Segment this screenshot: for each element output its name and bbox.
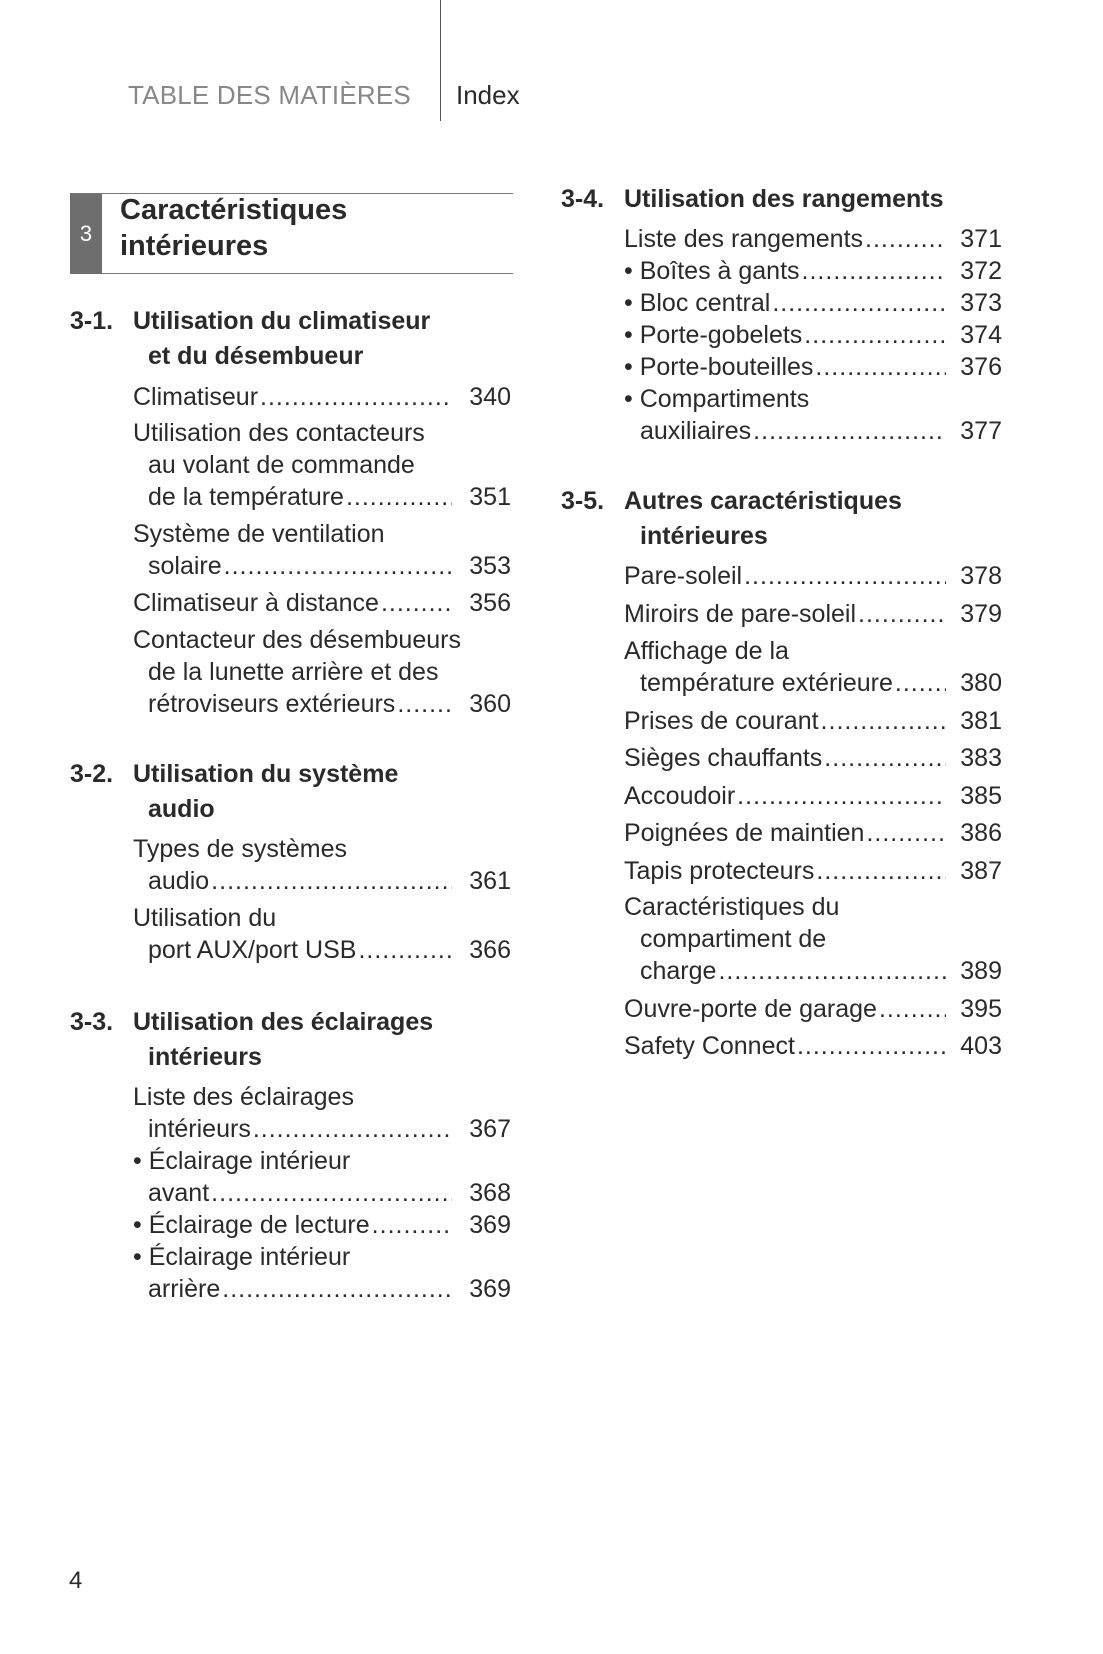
page-number: 4 (69, 1567, 83, 1594)
dot-leader (895, 667, 946, 699)
dot-leader (260, 381, 452, 413)
toc-entry-label: Safety Connect (624, 1032, 795, 1060)
dot-leader (753, 415, 946, 447)
dot-leader (858, 598, 946, 630)
toc-entry-label-cont: auxiliaires (640, 417, 752, 445)
toc-entry-label[interactable]: Affichage de la (624, 637, 789, 665)
toc-entry-label: Poignées de maintien (624, 819, 865, 847)
index-tab[interactable]: Index (456, 80, 520, 110)
toc-entry-label: Sièges chauffants (624, 744, 823, 772)
dot-leader (346, 481, 452, 513)
toc-page-number[interactable]: 367 (469, 1115, 511, 1143)
section-3-3-title[interactable]: Utilisation des éclairages (133, 1008, 434, 1036)
toc-entry-label: Pare-soleil (624, 562, 743, 590)
toc-entry-contacteurs-volant[interactable] (148, 481, 452, 513)
dot-leader (816, 855, 946, 887)
dot-leader (253, 1113, 452, 1145)
dot-leader (821, 705, 946, 737)
toc-entry-label-cont: avant (148, 1179, 210, 1207)
dot-leader (815, 351, 946, 383)
dot-leader (211, 865, 452, 897)
toc-page-number[interactable]: 374 (960, 321, 1002, 349)
toc-page-number[interactable]: 387 (960, 857, 1002, 885)
dot-leader (381, 587, 452, 619)
toc-entry-label-cont: température extérieure (640, 669, 893, 697)
toc-entry-eclairage-arriere[interactable] (148, 1273, 452, 1305)
toc-page-number[interactable]: 383 (960, 744, 1002, 772)
toc-page-number[interactable]: 351 (469, 483, 511, 511)
toc-page-number[interactable]: 369 (469, 1211, 511, 1239)
dot-leader (797, 1030, 946, 1062)
toc-page-number[interactable]: 380 (960, 669, 1002, 697)
toc-entry-liste-rangements[interactable] (624, 223, 946, 255)
dot-leader (772, 287, 946, 319)
toc-entry-label[interactable]: • Éclairage intérieur (133, 1243, 351, 1271)
toc-entry-label-cont: intérieurs (148, 1115, 251, 1143)
dot-leader (737, 780, 946, 812)
toc-entry-desembueurs[interactable] (148, 688, 452, 720)
toc-entry-label[interactable]: Types de systèmes (133, 835, 347, 863)
toc-page-number[interactable]: 371 (960, 225, 1002, 253)
toc-entry-poignees-maintien[interactable] (624, 817, 946, 849)
toc-entry-label[interactable]: Liste des éclairages (133, 1083, 354, 1111)
toc-page-number[interactable]: 373 (960, 289, 1002, 317)
dot-leader (224, 550, 452, 582)
toc-entry-label[interactable]: Contacteur des désembueurs (133, 626, 461, 654)
toc-entry-label-cont: audio (148, 867, 210, 895)
toc-entry-label[interactable]: • Éclairage intérieur (133, 1147, 351, 1175)
toc-entry-port-aux-usb[interactable] (148, 934, 452, 966)
toc-page-number[interactable]: 377 (960, 417, 1002, 445)
toc-entry-porte-gobelets[interactable] (624, 319, 946, 351)
chapter-title-line2: intérieures (120, 230, 269, 262)
dot-leader (372, 1209, 452, 1241)
toc-entry-miroirs-pare-soleil[interactable] (624, 598, 946, 630)
toc-entry-label: Climatiseur à distance (133, 589, 379, 617)
toc-entry-temperature-exterieure[interactable] (640, 667, 946, 699)
toc-entry-label-cont: solaire (148, 552, 222, 580)
toc-page-number[interactable]: 366 (469, 936, 511, 964)
dot-leader (804, 319, 946, 351)
section-3-5-number: 3-5. (561, 487, 605, 515)
section-3-2-title-cont[interactable]: audio (148, 795, 215, 823)
dot-leader (865, 223, 946, 255)
toc-page-number[interactable]: 395 (960, 995, 1002, 1023)
toc-entry-label: • Porte-bouteilles (624, 353, 814, 381)
toc-entry-label: Tapis protecteurs (624, 857, 815, 885)
toc-entry-label: Prises de courant (624, 707, 819, 735)
toc-entry-climatiseur[interactable] (133, 381, 452, 413)
toc-page-number[interactable]: 353 (469, 552, 511, 580)
section-3-1-number: 3-1. (70, 307, 114, 335)
toc-entry-label: Ouvre-porte de garage (624, 995, 877, 1023)
section-3-2-title[interactable]: Utilisation du système (133, 760, 399, 788)
toc-page-number[interactable]: 378 (960, 562, 1002, 590)
toc-entry-porte-bouteilles[interactable] (624, 351, 946, 383)
section-3-2-number: 3-2. (70, 760, 114, 788)
chapter-bottom-rule (70, 273, 513, 274)
toc-entry-ventilation-solaire[interactable] (148, 550, 452, 582)
toc-entry-compartiments-auxiliaires[interactable] (640, 415, 946, 447)
section-3-5-title-cont[interactable]: intérieures (640, 522, 768, 550)
header-divider (440, 0, 441, 121)
toc-page-number[interactable]: 368 (469, 1179, 511, 1207)
toc-page-number[interactable]: 386 (960, 819, 1002, 847)
toc-entry-label: • Boîtes à gants (624, 257, 800, 285)
toc-entry-ouvre-porte-garage[interactable] (624, 993, 946, 1025)
dot-leader (211, 1177, 452, 1209)
dot-leader (397, 688, 452, 720)
section-3-4-number: 3-4. (561, 185, 605, 213)
toc-page-number[interactable]: 361 (469, 867, 511, 895)
toc-page-number[interactable]: 340 (469, 383, 511, 411)
toc-entry-label-cont: charge (640, 957, 717, 985)
toc-page-number[interactable]: 369 (469, 1275, 511, 1303)
toc-page-number[interactable]: 403 (960, 1032, 1002, 1060)
section-3-3-title-cont[interactable]: intérieurs (148, 1043, 262, 1071)
toc-entry-label-cont[interactable]: de la lunette arrière et des (148, 658, 439, 686)
toc-entry-prises-courant[interactable] (624, 705, 946, 737)
toc-page-number[interactable]: 372 (960, 257, 1002, 285)
dot-leader (866, 817, 946, 849)
toc-entry-label: Accoudoir (624, 782, 736, 810)
toc-entry-label[interactable]: Caractéristiques du (624, 893, 840, 921)
dot-leader (358, 934, 452, 966)
toc-entry-label: Miroirs de pare-soleil (624, 600, 857, 628)
toc-entry-label[interactable]: Utilisation du (133, 904, 277, 932)
toc-page-number[interactable]: 360 (469, 690, 511, 718)
toc-entry-bloc-central[interactable] (624, 287, 946, 319)
toc-entry-label[interactable]: Système de ventilation (133, 520, 385, 548)
toc-entry-label-cont[interactable]: compartiment de (640, 925, 827, 953)
toc-entry-accoudoir[interactable] (624, 780, 946, 812)
toc-page-number[interactable]: 381 (960, 707, 1002, 735)
toc-entry-label: • Éclairage de lecture (133, 1211, 370, 1239)
dot-leader (824, 742, 946, 774)
toc-entry-eclairage-lecture[interactable] (133, 1209, 452, 1241)
dot-leader (744, 560, 946, 592)
chapter-number-tab: 3 (70, 194, 102, 274)
toc-entry-label-cont: arrière (148, 1275, 221, 1303)
toc-entry-sieges-chauffants[interactable] (624, 742, 946, 774)
toc-entry-safety-connect[interactable] (624, 1030, 946, 1062)
toc-entry-label[interactable]: • Compartiments (624, 385, 810, 413)
toc-entry-label-cont: port AUX/port USB (148, 936, 357, 964)
toc-entry-eclairage-avant[interactable] (148, 1177, 452, 1209)
dot-leader (222, 1273, 452, 1305)
toc-entry-label-cont[interactable]: au volant de commande (148, 451, 415, 479)
section-3-1-title-cont[interactable]: et du désembueur (148, 342, 364, 370)
section-3-4-title[interactable]: Utilisation des rangements (624, 185, 944, 213)
toc-page-number[interactable]: 385 (960, 782, 1002, 810)
toc-entry-label: • Porte-gobelets (624, 321, 803, 349)
dot-leader (879, 993, 946, 1025)
toc-entry-climatiseur-distance[interactable] (133, 587, 452, 619)
section-3-5-title[interactable]: Autres caractéristiques (624, 487, 902, 515)
section-3-1-title[interactable]: Utilisation du climatiseur (133, 307, 431, 335)
section-3-3-number: 3-3. (70, 1008, 114, 1036)
toc-page-number[interactable]: 389 (960, 957, 1002, 985)
toc-entry-tapis-protecteurs[interactable] (624, 855, 946, 887)
toc-entry-pare-soleil[interactable] (624, 560, 946, 592)
chapter-title (120, 192, 510, 264)
toc-entry-label: • Bloc central (624, 289, 771, 317)
toc-entry-label: Climatiseur (133, 383, 259, 411)
toc-page-number[interactable]: 376 (960, 353, 1002, 381)
toc-page-number[interactable]: 379 (960, 600, 1002, 628)
chapter-title-line1: Caractéristiques (120, 194, 348, 226)
dot-leader (718, 955, 946, 987)
dot-leader (802, 255, 946, 287)
toc-entry-boites-gants[interactable] (624, 255, 946, 287)
toc-tab[interactable]: TABLE DES MATIÈRES (128, 80, 411, 110)
toc-entry-eclairages-interieurs[interactable] (148, 1113, 452, 1145)
toc-entry-compartiment-charge[interactable] (640, 955, 946, 987)
toc-page-number[interactable]: 356 (469, 589, 511, 617)
toc-entry-label-cont: rétroviseurs extérieurs (148, 690, 396, 718)
toc-entry-label[interactable]: Utilisation des contacteurs (133, 419, 425, 447)
toc-entry-label: Liste des rangements (624, 225, 864, 253)
toc-entry-systemes-audio[interactable] (148, 865, 452, 897)
toc-entry-label-cont: de la température (148, 483, 344, 511)
